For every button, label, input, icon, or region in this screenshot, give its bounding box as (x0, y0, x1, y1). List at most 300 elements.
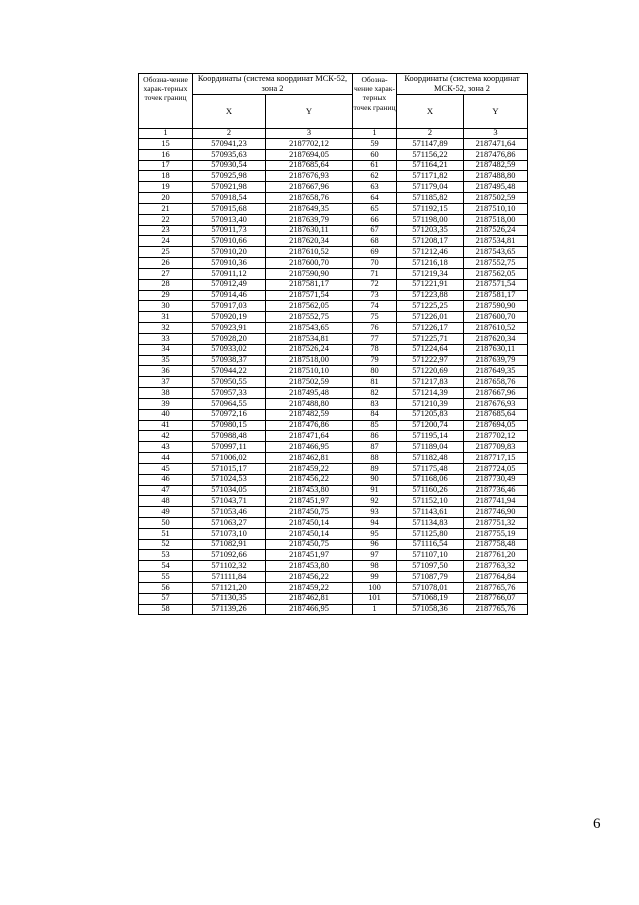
point-id-right-cell: 101 (353, 593, 397, 604)
point-id-left-cell: 39 (139, 398, 193, 409)
y-left-cell: 2187451,97 (266, 496, 353, 507)
y-right-cell: 2187552,75 (464, 258, 528, 269)
table-row (139, 171, 528, 182)
table-row (139, 593, 528, 604)
x-left-cell: 570921,98 (193, 182, 266, 193)
y-left-cell: 2187466,95 (266, 442, 353, 453)
x-left-cell: 570988,48 (193, 431, 266, 442)
header-y-right: Y (464, 95, 528, 129)
table-row (139, 377, 528, 388)
point-id-left-cell: 49 (139, 507, 193, 518)
x-left-cell: 570920,19 (193, 312, 266, 323)
x-right-cell: 571097,50 (397, 561, 464, 572)
x-right-cell: 571226,01 (397, 312, 464, 323)
table-row (139, 247, 528, 258)
point-id-right-cell: 91 (353, 485, 397, 496)
table-row (139, 214, 528, 225)
y-left-cell: 2187543,65 (266, 323, 353, 334)
header-designation-right: Обозна-чение харак-терных точек границ (353, 74, 397, 129)
point-id-left-cell: 45 (139, 463, 193, 474)
y-right-cell: 2187736,46 (464, 485, 528, 496)
point-id-right-cell: 99 (353, 572, 397, 583)
table-row (139, 528, 528, 539)
point-id-left-cell: 17 (139, 160, 193, 171)
y-left-cell: 2187450,75 (266, 539, 353, 550)
table-row (139, 333, 528, 344)
x-left-cell: 571053,46 (193, 507, 266, 518)
x-right-cell: 571125,80 (397, 528, 464, 539)
table-row (139, 323, 528, 334)
y-right-cell: 2187761,20 (464, 550, 528, 561)
table-row (139, 388, 528, 399)
y-right-cell: 2187758,48 (464, 539, 528, 550)
y-left-cell: 2187676,93 (266, 171, 353, 182)
point-id-left-cell: 22 (139, 214, 193, 225)
table-row (139, 398, 528, 409)
table-row (139, 561, 528, 572)
y-left-cell: 2187495,48 (266, 388, 353, 399)
x-left-cell: 570925,98 (193, 171, 266, 182)
table-row (139, 160, 528, 171)
x-right-cell: 571087,79 (397, 572, 464, 583)
table-body (139, 139, 528, 615)
y-right-cell: 2187510,10 (464, 203, 528, 214)
y-left-cell: 2187453,80 (266, 561, 353, 572)
point-id-right-cell: 65 (353, 203, 397, 214)
y-right-cell: 2187751,32 (464, 517, 528, 528)
y-left-cell: 2187552,75 (266, 312, 353, 323)
x-left-cell: 570935,63 (193, 149, 266, 160)
column-number: 3 (266, 129, 353, 139)
x-left-cell: 571130,35 (193, 593, 266, 604)
table-row (139, 507, 528, 518)
x-right-cell: 571224,64 (397, 344, 464, 355)
point-id-left-cell: 30 (139, 301, 193, 312)
x-right-cell: 571164,21 (397, 160, 464, 171)
y-right-cell: 2187702,12 (464, 431, 528, 442)
table-row (139, 517, 528, 528)
y-right-cell: 2187518,00 (464, 214, 528, 225)
y-left-cell: 2187694,05 (266, 149, 353, 160)
point-id-right-cell: 81 (353, 377, 397, 388)
y-right-cell: 2187730,49 (464, 474, 528, 485)
x-right-cell: 571068,19 (397, 593, 464, 604)
y-right-cell: 2187676,93 (464, 398, 528, 409)
y-left-cell: 2187685,64 (266, 160, 353, 171)
column-number: 3 (464, 129, 528, 139)
y-left-cell: 2187658,76 (266, 193, 353, 204)
point-id-left-cell: 21 (139, 203, 193, 214)
y-right-cell: 2187694,05 (464, 420, 528, 431)
x-right-cell: 571212,46 (397, 247, 464, 258)
x-right-cell: 571226,17 (397, 323, 464, 334)
point-id-left-cell: 52 (139, 539, 193, 550)
x-left-cell: 570928,20 (193, 333, 266, 344)
y-right-cell: 2187685,64 (464, 409, 528, 420)
y-left-cell: 2187610,52 (266, 247, 353, 258)
point-id-right-cell: 83 (353, 398, 397, 409)
y-right-cell: 2187526,24 (464, 225, 528, 236)
y-right-cell: 2187765,76 (464, 582, 528, 593)
x-left-cell: 570913,40 (193, 214, 266, 225)
y-left-cell: 2187510,10 (266, 366, 353, 377)
x-left-cell: 571073,10 (193, 528, 266, 539)
y-left-cell: 2187466,95 (266, 604, 353, 615)
x-left-cell: 571006,02 (193, 453, 266, 464)
y-right-cell: 2187476,86 (464, 149, 528, 160)
point-id-right-cell: 74 (353, 301, 397, 312)
y-right-cell: 2187495,48 (464, 182, 528, 193)
x-right-cell: 571216,18 (397, 258, 464, 269)
table-row (139, 474, 528, 485)
point-id-right-cell: 93 (353, 507, 397, 518)
y-right-cell: 2187658,76 (464, 377, 528, 388)
y-left-cell: 2187450,75 (266, 507, 353, 518)
table-row (139, 344, 528, 355)
table-row (139, 539, 528, 550)
x-right-cell: 571220,69 (397, 366, 464, 377)
column-number: 2 (193, 129, 266, 139)
x-right-cell: 571134,83 (397, 517, 464, 528)
header-x-left: X (193, 95, 266, 129)
x-left-cell: 570938,37 (193, 355, 266, 366)
y-left-cell: 2187502,59 (266, 377, 353, 388)
table-row (139, 420, 528, 431)
y-left-cell: 2187488,80 (266, 398, 353, 409)
point-id-right-cell: 82 (353, 388, 397, 399)
x-right-cell: 571182,48 (397, 453, 464, 464)
coordinates-table (138, 73, 528, 615)
point-id-left-cell: 58 (139, 604, 193, 615)
y-left-cell: 2187571,54 (266, 290, 353, 301)
column-number: 1 (139, 129, 193, 139)
y-right-cell: 2187766,07 (464, 593, 528, 604)
point-id-right-cell: 86 (353, 431, 397, 442)
x-right-cell: 571156,22 (397, 149, 464, 160)
column-number: 2 (397, 129, 464, 139)
x-right-cell: 571223,88 (397, 290, 464, 301)
x-left-cell: 571082,91 (193, 539, 266, 550)
point-id-left-cell: 48 (139, 496, 193, 507)
point-id-left-cell: 26 (139, 258, 193, 269)
x-left-cell: 570911,73 (193, 225, 266, 236)
x-right-cell: 571219,34 (397, 268, 464, 279)
point-id-right-cell: 70 (353, 258, 397, 269)
point-id-right-cell: 94 (353, 517, 397, 528)
x-left-cell: 570914,46 (193, 290, 266, 301)
point-id-left-cell: 33 (139, 333, 193, 344)
point-id-right-cell: 76 (353, 323, 397, 334)
x-left-cell: 570964,55 (193, 398, 266, 409)
point-id-left-cell: 37 (139, 377, 193, 388)
table-row (139, 312, 528, 323)
x-left-cell: 571121,20 (193, 582, 266, 593)
y-left-cell: 2187534,81 (266, 333, 353, 344)
y-right-cell: 2187562,05 (464, 268, 528, 279)
x-left-cell: 570912,49 (193, 279, 266, 290)
point-id-right-cell: 60 (353, 149, 397, 160)
x-right-cell: 571221,91 (397, 279, 464, 290)
point-id-right-cell: 64 (353, 193, 397, 204)
y-right-cell: 2187741,94 (464, 496, 528, 507)
y-right-cell: 2187764,84 (464, 572, 528, 583)
header-coords-left: Координаты (система координат МСК-52, зона 2 (193, 74, 353, 95)
y-right-cell: 2187746,90 (464, 507, 528, 518)
y-right-cell: 2187755,19 (464, 528, 528, 539)
x-left-cell: 570918,54 (193, 193, 266, 204)
y-left-cell: 2187581,17 (266, 279, 353, 290)
x-right-cell: 571078,01 (397, 582, 464, 593)
x-right-cell: 571185,82 (397, 193, 464, 204)
point-id-left-cell: 31 (139, 312, 193, 323)
x-right-cell: 571147,89 (397, 139, 464, 150)
y-right-cell: 2187502,59 (464, 193, 528, 204)
y-left-cell: 2187453,80 (266, 485, 353, 496)
column-number: 1 (353, 129, 397, 139)
x-left-cell: 571063,27 (193, 517, 266, 528)
y-right-cell: 2187482,59 (464, 160, 528, 171)
point-id-right-cell: 84 (353, 409, 397, 420)
x-left-cell: 570944,22 (193, 366, 266, 377)
point-id-left-cell: 32 (139, 323, 193, 334)
table-row (139, 182, 528, 193)
table-row (139, 572, 528, 583)
x-left-cell: 570933,02 (193, 344, 266, 355)
y-right-cell: 2187534,81 (464, 236, 528, 247)
x-right-cell: 571192,15 (397, 203, 464, 214)
point-id-left-cell: 53 (139, 550, 193, 561)
table-row (139, 301, 528, 312)
y-left-cell: 2187462,81 (266, 593, 353, 604)
table-row (139, 279, 528, 290)
y-right-cell: 2187571,54 (464, 279, 528, 290)
x-right-cell: 571160,26 (397, 485, 464, 496)
y-right-cell: 2187709,83 (464, 442, 528, 453)
x-right-cell: 571143,61 (397, 507, 464, 518)
header-coords-right: Координаты (система координат МСК-52, зона 2 (397, 74, 528, 95)
point-id-right-cell: 63 (353, 182, 397, 193)
y-right-cell: 2187639,79 (464, 355, 528, 366)
point-id-left-cell: 42 (139, 431, 193, 442)
table-row (139, 193, 528, 204)
y-left-cell: 2187526,24 (266, 344, 353, 355)
y-left-cell: 2187450,14 (266, 528, 353, 539)
table-row (139, 485, 528, 496)
point-id-right-cell: 71 (353, 268, 397, 279)
point-id-left-cell: 55 (139, 572, 193, 583)
x-left-cell: 571015,17 (193, 463, 266, 474)
x-right-cell: 571222,97 (397, 355, 464, 366)
x-left-cell: 571043,71 (193, 496, 266, 507)
x-left-cell: 570941,23 (193, 139, 266, 150)
y-left-cell: 2187630,11 (266, 225, 353, 236)
x-right-cell: 571225,71 (397, 333, 464, 344)
table-row (139, 604, 528, 615)
x-right-cell: 571195,14 (397, 431, 464, 442)
x-right-cell: 571198,00 (397, 214, 464, 225)
y-left-cell: 2187456,22 (266, 474, 353, 485)
x-left-cell: 570910,66 (193, 236, 266, 247)
point-id-left-cell: 46 (139, 474, 193, 485)
point-id-left-cell: 47 (139, 485, 193, 496)
y-left-cell: 2187518,00 (266, 355, 353, 366)
table-row (139, 355, 528, 366)
x-right-cell: 571179,04 (397, 182, 464, 193)
table-row (139, 203, 528, 214)
point-id-right-cell: 85 (353, 420, 397, 431)
y-right-cell: 2187581,17 (464, 290, 528, 301)
x-left-cell: 570915,68 (193, 203, 266, 214)
point-id-right-cell: 79 (353, 355, 397, 366)
table-row (139, 550, 528, 561)
page-number: 6 (593, 816, 601, 832)
header-designation-left: Обозна-чение харак-терных точек границ (139, 74, 193, 129)
point-id-right-cell: 68 (353, 236, 397, 247)
y-right-cell: 2187610,52 (464, 323, 528, 334)
point-id-right-cell: 66 (353, 214, 397, 225)
table-row (139, 139, 528, 150)
x-right-cell: 571189,04 (397, 442, 464, 453)
point-id-right-cell: 67 (353, 225, 397, 236)
point-id-left-cell: 29 (139, 290, 193, 301)
point-id-left-cell: 15 (139, 139, 193, 150)
x-right-cell: 571171,82 (397, 171, 464, 182)
point-id-left-cell: 38 (139, 388, 193, 399)
x-right-cell: 571208,17 (397, 236, 464, 247)
point-id-left-cell: 54 (139, 561, 193, 572)
point-id-right-cell: 75 (353, 312, 397, 323)
x-right-cell: 571175,48 (397, 463, 464, 474)
point-id-left-cell: 25 (139, 247, 193, 258)
x-left-cell: 570950,55 (193, 377, 266, 388)
y-right-cell: 2187763,32 (464, 561, 528, 572)
point-id-right-cell: 80 (353, 366, 397, 377)
point-id-right-cell: 90 (353, 474, 397, 485)
table-row (139, 409, 528, 420)
y-right-cell: 2187471,64 (464, 139, 528, 150)
x-left-cell: 571024,53 (193, 474, 266, 485)
table-row (139, 442, 528, 453)
y-left-cell: 2187639,79 (266, 214, 353, 225)
x-right-cell: 571152,10 (397, 496, 464, 507)
table-row (139, 366, 528, 377)
point-id-left-cell: 57 (139, 593, 193, 604)
y-right-cell: 2187717,15 (464, 453, 528, 464)
point-id-left-cell: 18 (139, 171, 193, 182)
y-left-cell: 2187471,64 (266, 431, 353, 442)
y-right-cell: 2187620,34 (464, 333, 528, 344)
point-id-right-cell: 97 (353, 550, 397, 561)
point-id-right-cell: 78 (353, 344, 397, 355)
table-row (139, 149, 528, 160)
y-left-cell: 2187456,22 (266, 572, 353, 583)
table-row (139, 453, 528, 464)
y-right-cell: 2187765,76 (464, 604, 528, 615)
point-id-right-cell: 88 (353, 453, 397, 464)
point-id-left-cell: 50 (139, 517, 193, 528)
point-id-left-cell: 43 (139, 442, 193, 453)
y-left-cell: 2187590,90 (266, 268, 353, 279)
y-left-cell: 2187450,14 (266, 517, 353, 528)
y-right-cell: 2187600,70 (464, 312, 528, 323)
x-right-cell: 571058,36 (397, 604, 464, 615)
y-left-cell: 2187702,12 (266, 139, 353, 150)
x-left-cell: 570980,15 (193, 420, 266, 431)
x-left-cell: 570957,33 (193, 388, 266, 399)
table-row (139, 268, 528, 279)
y-left-cell: 2187451,97 (266, 550, 353, 561)
point-id-left-cell: 44 (139, 453, 193, 464)
x-right-cell: 571214,39 (397, 388, 464, 399)
point-id-left-cell: 28 (139, 279, 193, 290)
x-right-cell: 571168,06 (397, 474, 464, 485)
point-id-left-cell: 23 (139, 225, 193, 236)
point-id-left-cell: 51 (139, 528, 193, 539)
point-id-left-cell: 34 (139, 344, 193, 355)
point-id-right-cell: 92 (353, 496, 397, 507)
x-left-cell: 570997,11 (193, 442, 266, 453)
point-id-right-cell: 73 (353, 290, 397, 301)
point-id-right-cell: 89 (353, 463, 397, 474)
x-right-cell: 571203,35 (397, 225, 464, 236)
point-id-left-cell: 27 (139, 268, 193, 279)
y-left-cell: 2187459,22 (266, 582, 353, 593)
x-right-cell: 571205,83 (397, 409, 464, 420)
point-id-left-cell: 56 (139, 582, 193, 593)
x-left-cell: 571139,26 (193, 604, 266, 615)
y-right-cell: 2187667,96 (464, 388, 528, 399)
point-id-right-cell: 69 (353, 247, 397, 258)
x-left-cell: 570972,16 (193, 409, 266, 420)
point-id-right-cell: 59 (353, 139, 397, 150)
point-id-right-cell: 87 (353, 442, 397, 453)
table-row (139, 431, 528, 442)
point-id-right-cell: 98 (353, 561, 397, 572)
point-id-left-cell: 20 (139, 193, 193, 204)
y-right-cell: 2187543,65 (464, 247, 528, 258)
point-id-right-cell: 96 (353, 539, 397, 550)
table-row (139, 496, 528, 507)
table-row (139, 258, 528, 269)
x-right-cell: 571217,83 (397, 377, 464, 388)
x-right-cell: 571116,54 (397, 539, 464, 550)
point-id-right-cell: 77 (353, 333, 397, 344)
y-left-cell: 2187649,35 (266, 203, 353, 214)
x-right-cell: 571107,10 (397, 550, 464, 561)
y-right-cell: 2187488,80 (464, 171, 528, 182)
header-y-left: Y (266, 95, 353, 129)
y-right-cell: 2187649,35 (464, 366, 528, 377)
point-id-right-cell: 61 (353, 160, 397, 171)
x-left-cell: 571034,05 (193, 485, 266, 496)
x-left-cell: 571111,84 (193, 572, 266, 583)
x-left-cell: 570917,03 (193, 301, 266, 312)
point-id-left-cell: 40 (139, 409, 193, 420)
point-id-left-cell: 35 (139, 355, 193, 366)
table-row (139, 290, 528, 301)
y-right-cell: 2187630,11 (464, 344, 528, 355)
y-left-cell: 2187600,70 (266, 258, 353, 269)
table-row (139, 225, 528, 236)
point-id-left-cell: 36 (139, 366, 193, 377)
x-left-cell: 570910,36 (193, 258, 266, 269)
point-id-left-cell: 19 (139, 182, 193, 193)
x-left-cell: 570923,91 (193, 323, 266, 334)
x-right-cell: 571225,25 (397, 301, 464, 312)
x-left-cell: 570910,20 (193, 247, 266, 258)
y-left-cell: 2187620,34 (266, 236, 353, 247)
point-id-left-cell: 41 (139, 420, 193, 431)
